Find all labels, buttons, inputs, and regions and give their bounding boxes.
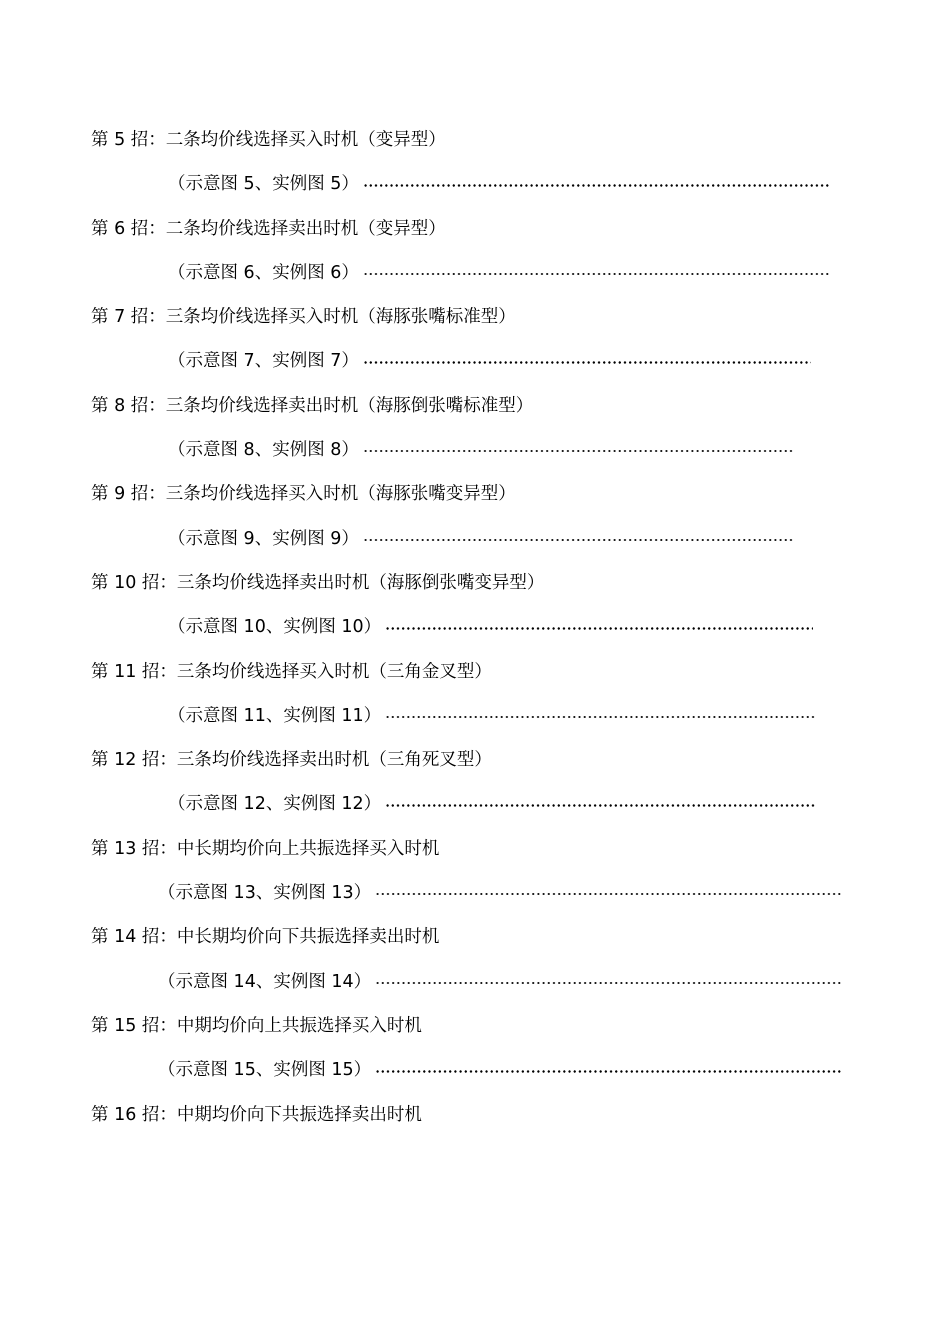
toc-sub-14 [0, 960, 950, 1004]
dot-leader [363, 273, 831, 276]
toc-sub-15-text: （示意图 15、实例图 15） [158, 1060, 372, 1081]
toc-heading-13: 第 13 招：中长期均价向上共振选择买入时机 [91, 838, 440, 859]
toc-sub-8 [0, 428, 950, 472]
dot-leader [375, 1070, 843, 1073]
dot-leader [385, 804, 815, 807]
dot-leader [363, 184, 831, 187]
toc-heading-11: 第 11 招：三条均价线选择买入时机（三角金叉型） [91, 661, 492, 682]
dot-leader [375, 893, 843, 896]
toc-sub-13-text: （示意图 13、实例图 13） [158, 883, 372, 904]
toc-sub-9-text: （示意图 9、实例图 9） [168, 528, 359, 549]
toc-heading-10: 第 10 招：三条均价线选择卖出时机（海豚倒张嘴变异型） [91, 572, 545, 593]
toc-sub-6-text: （示意图 6、实例图 6） [168, 262, 359, 283]
toc-sub-11 [0, 694, 950, 738]
toc-heading-15: 第 15 招：中期均价向上共振选择买入时机 [91, 1015, 422, 1036]
dot-leader [363, 539, 795, 542]
table-of-contents [0, 118, 950, 1137]
toc-sub-14-text: （示意图 14、实例图 14） [158, 971, 372, 992]
toc-sub-10 [0, 605, 950, 649]
toc-sub-7-text: （示意图 7、实例图 7） [168, 351, 359, 372]
toc-heading-8: 第 8 招：三条均价线选择卖出时机（海豚倒张嘴标准型） [91, 395, 534, 416]
toc-heading-5: 第 5 招：二条均价线选择买入时机（变异型） [91, 130, 446, 150]
toc-sub-12-text: （示意图 12、实例图 12） [168, 794, 382, 815]
toc-heading-6: 第 6 招：二条均价线选择卖出时机（变异型） [91, 218, 446, 239]
toc-heading-9: 第 9 招：三条均价线选择买入时机（海豚张嘴变异型） [91, 484, 516, 505]
toc-sub-7 [0, 339, 950, 383]
toc-sub-8-text: （示意图 8、实例图 8） [168, 440, 359, 461]
dot-leader [363, 361, 811, 364]
toc-heading-7: 第 7 招：三条均价线选择买入时机（海豚张嘴标准型） [91, 307, 516, 328]
dot-leader [375, 982, 843, 985]
toc-sub-6 [0, 251, 950, 295]
dot-leader [363, 450, 795, 453]
toc-sub-13 [0, 871, 950, 915]
toc-heading-16: 第 16 招：中期均价向下共振选择卖出时机 [91, 1104, 422, 1125]
toc-sub-10-text: （示意图 10、实例图 10） [168, 617, 382, 638]
dot-leader [385, 716, 815, 719]
toc-sub-9 [0, 517, 950, 561]
dot-leader [385, 627, 813, 630]
toc-heading-12: 第 12 招：三条均价线选择卖出时机（三角死叉型） [91, 750, 492, 771]
toc-sub-5-text: （示意图 5、实例图 5） [168, 174, 359, 195]
toc-sub-15 [0, 1048, 950, 1092]
toc-sub-5 [0, 162, 950, 206]
toc-sub-12 [0, 782, 950, 826]
toc-sub-11-text: （示意图 11、实例图 11） [168, 705, 382, 726]
toc-heading-14: 第 14 招：中长期均价向下共振选择卖出时机 [91, 927, 440, 948]
